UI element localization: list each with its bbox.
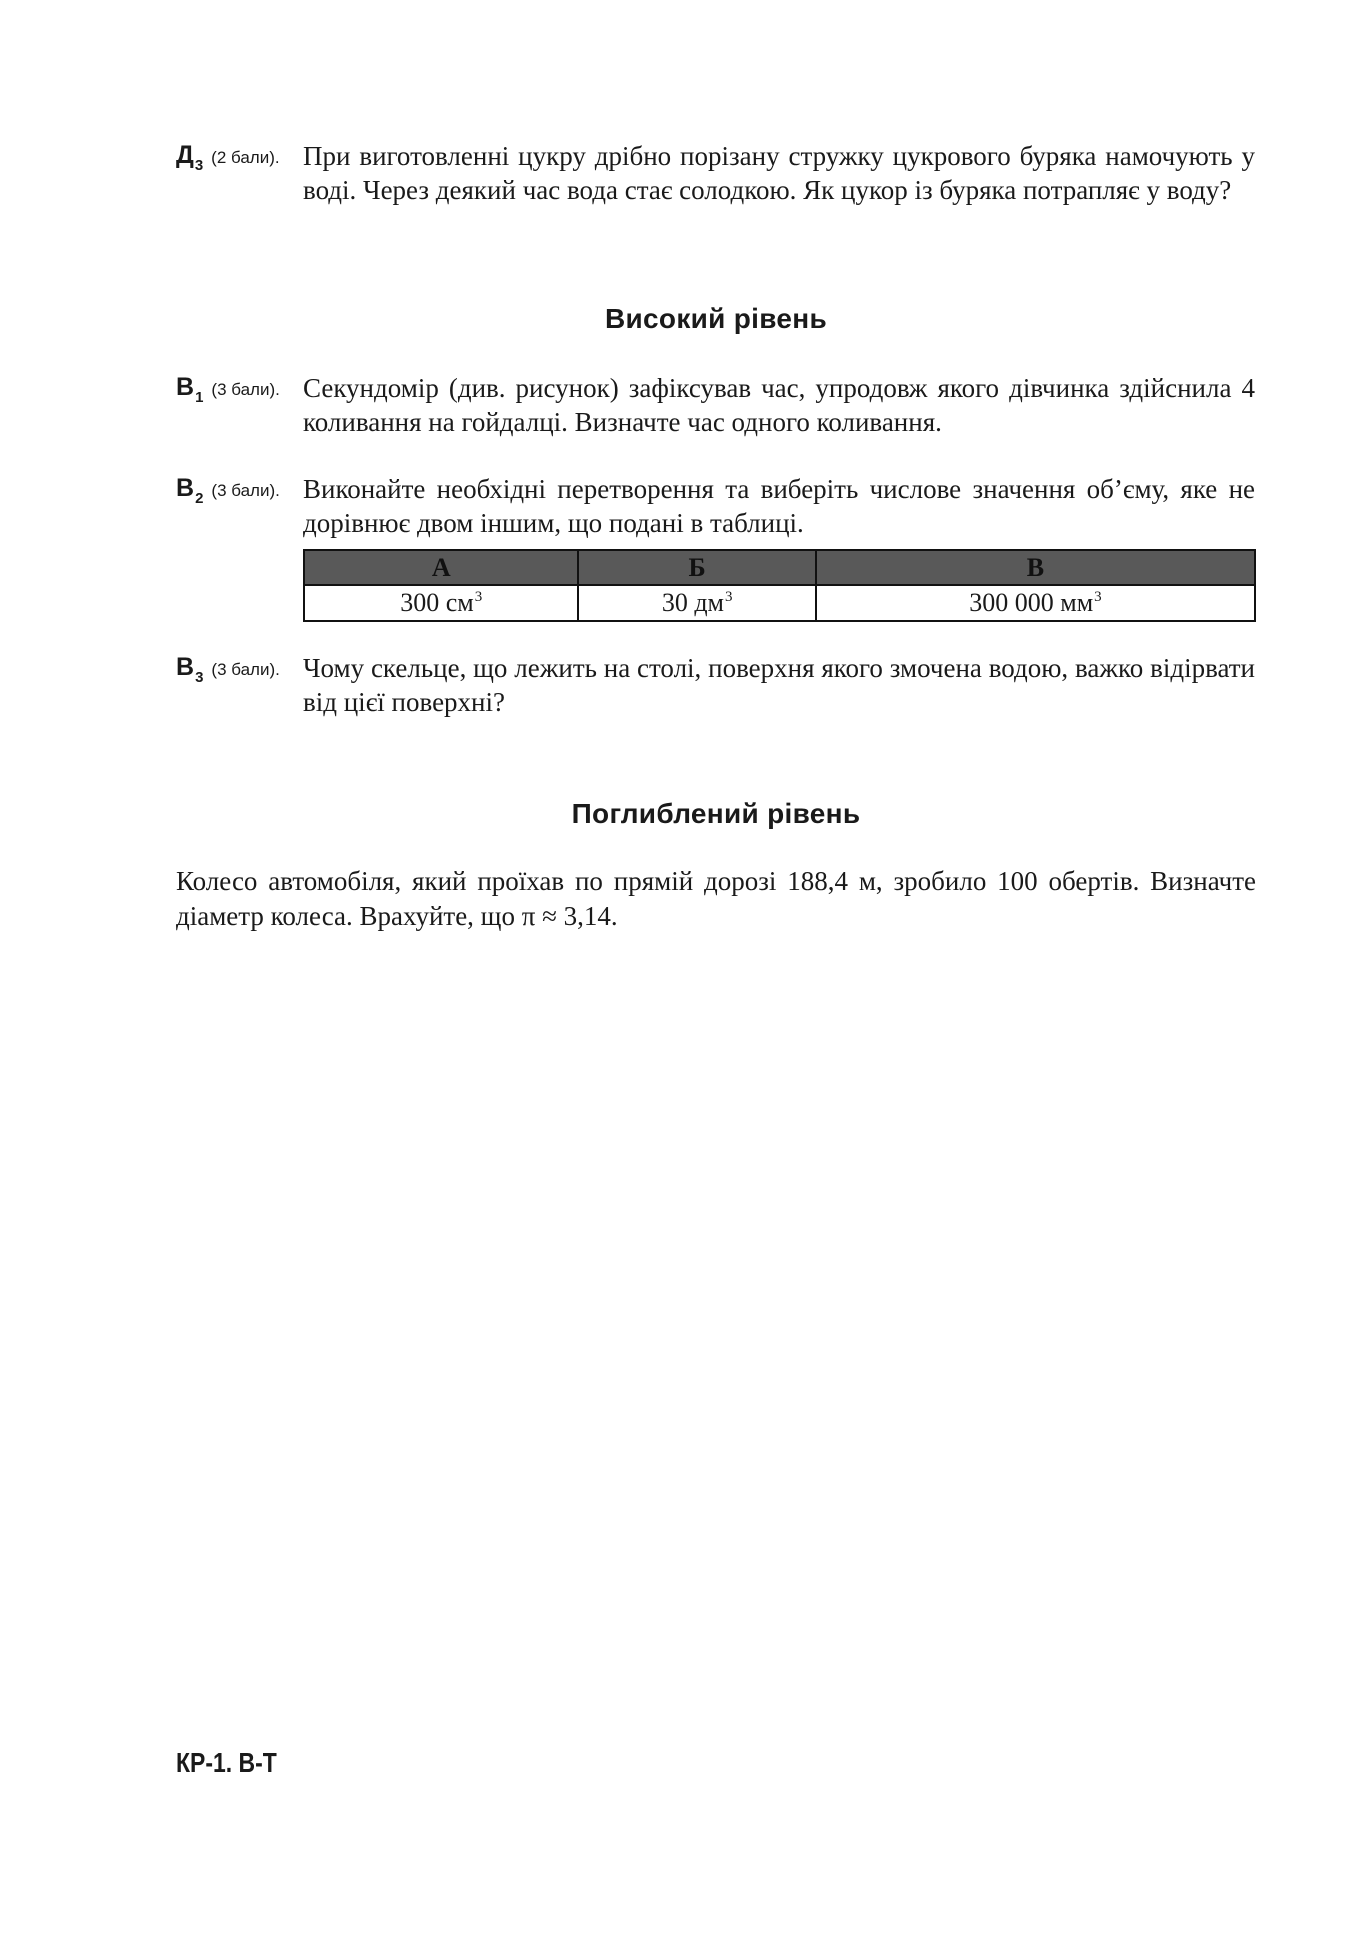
task-points: (3 бали). (211, 380, 280, 399)
section-title-high: Високий рівень (605, 303, 827, 334)
task-text: При виготовленні цукру дрібно порізану стружку цукрового буряка намочують у воді. Через деякий час вода стає солодкою. Як цукор із буряка потрапляє у воду? (303, 141, 1255, 205)
advanced-task-text: Колесо автомобіля, який проїхав по прямій дорозі 188,4 м, зробило 100 обертів. Визначте діаметр колеса. Врахуйте, що π ≈ 3,14. (176, 866, 1256, 931)
cell-exponent: 3 (474, 589, 483, 605)
task-label (176, 141, 304, 174)
task-label (176, 373, 304, 406)
table-header-row (304, 550, 1255, 585)
volume-table (303, 549, 1256, 622)
table-header-v: В (816, 550, 1255, 585)
cell-exponent: 3 (725, 589, 733, 605)
cell-value: 300 000 мм (969, 588, 1094, 617)
table-header-b: Б (578, 550, 815, 585)
table-cell-b (578, 585, 815, 621)
task-text: Секундомір (див. рисунок) зафіксував час, упродовж якого дівчинка здійснила 4 коливання на гойдалці. Визначте час одного коливання. (303, 373, 1255, 437)
task-subscript: 1 (195, 389, 204, 406)
task-points: (3 бали). (211, 481, 280, 500)
task-points: (2 бали). (211, 148, 280, 167)
task-subscript: 3 (194, 157, 204, 174)
task-label (176, 653, 304, 686)
cell-value: 30 дм (661, 588, 724, 617)
task-text: Виконайте необхідні перетворення та виберіть числове значення об’єму, яке не дорівнює двом іншим, що подані в таблиці. (303, 474, 1255, 538)
task-code: В (176, 373, 195, 401)
task-points: (3 бали). (211, 660, 280, 679)
task-subscript: 3 (195, 669, 204, 686)
task-code: Д (176, 141, 194, 169)
footer-code: КР-1. В-Т (176, 1747, 277, 1778)
table-header-a: А (304, 550, 578, 585)
cell-exponent: 3 (1094, 589, 1102, 605)
task-code: В (176, 653, 195, 681)
task-text: Чому скельце, що лежить на столі, поверхня якого змочена водою, важко відірвати від цієї поверхні? (303, 653, 1255, 717)
task-label (176, 474, 304, 507)
cell-value: 300 см (400, 588, 474, 617)
task-code: В (176, 474, 195, 502)
section-title-advanced: Поглиблений рівень (571, 798, 861, 829)
table-cell-v (816, 585, 1255, 621)
table-cell-a (304, 585, 578, 621)
task-subscript: 2 (195, 490, 204, 507)
table-row (304, 585, 1255, 621)
